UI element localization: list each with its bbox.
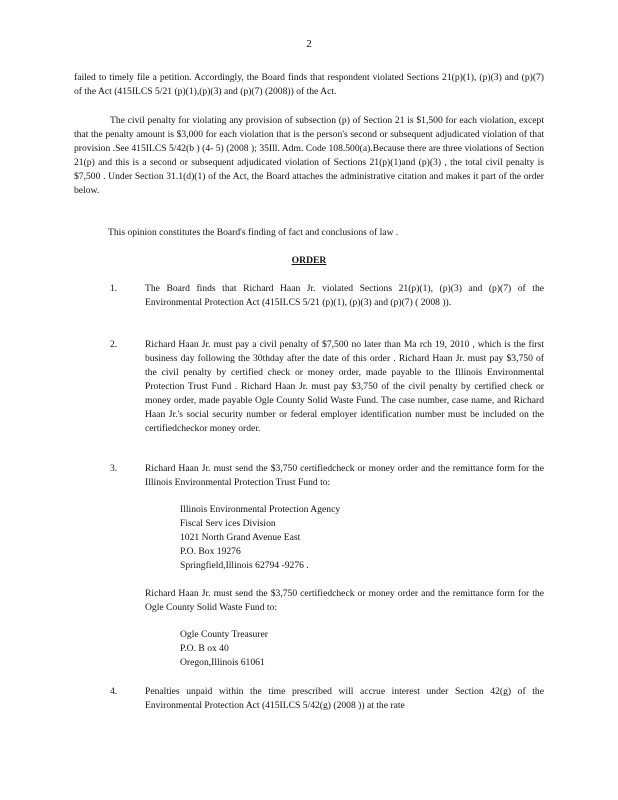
paragraph-civil-penalty: The civil penalty for violating any provision of subsection (p) of Section 21 is $1,500 for each violation, except that the penalty amount is $3,000 for each violation that is the person's second or subsequent adjudicated violation of that provision .See 415ILCS 5/42(b ) (4- 5) (2008 ); 35Ill. Adm. Code 108.500(a).Because there are three violations of Section 21(p) and this is a second or subsequent adjudicated violation of Sections 21(p)(1)and (p)(3) , the total civil penalty is $7,500 . Under Section 31.1(d)(1) of the Act, the Board attaches the administrative citation and makes it part of the order below. (74, 115, 544, 196)
order-item-text-4: Penalties unpaid within the time prescribed will accrue interest under Section 42(g) of the Environmental Protection Act (415ILCS 5/42(g) (2008 )) at the rate (145, 686, 544, 711)
address-line: P.O. Box 19276 (180, 546, 241, 557)
address-line: P.O. B ox 40 (180, 643, 229, 654)
order-item-number-2: 2. (110, 339, 118, 350)
address-line: Springfield,Illinois 62794 -9276 . (180, 560, 309, 571)
order-item-text-1: The Board finds that Richard Haan Jr. violated Sections 21(p)(1), (p)(3) and (p)(7) of the Environmental Protection Act (415ILCS 5/21 (p)(1), (p)(3) and (p)(7) ( 2008 )). (145, 283, 544, 308)
order-item-number-4: 4. (110, 686, 118, 697)
order-item-text-3b: Richard Haan Jr. must send the $3,750 certifiedcheck or money order and the remittance form for the Ogle County Solid Waste Fund to: (145, 588, 544, 613)
order-item-text-3: Richard Haan Jr. must send the $3,750 certifiedcheck or money order and the remittance form for the Illinois Environmental Protection Trust Fund to: (145, 463, 544, 488)
address-line: Oregon,Illinois 61061 (180, 657, 265, 668)
order-item-number-3: 3. (110, 463, 118, 474)
order-item-number-1: 1. (110, 283, 118, 294)
order-item-text-2: Richard Haan Jr. must pay a civil penalty of $7,500 no later than Ma rch 19, 2010 , which is the first business day following the 30thday after the date of this order . Richard Haan Jr. must pay $3,750 of the civil penalty by certified check or money order, made payable to the Illinois Environmental Protection Trust Fund . Richard Haan Jr. must pay $3,750 of the civil penalty by certified check or money order, made payable Ogle County Solid Waste Fund. The case number, case name, and Richard Haan Jr.'s social security number or federal employer identification number must be included on the certifiedcheckor money order. (145, 339, 544, 434)
address-line: Fiscal Serv ices Division (180, 518, 276, 529)
address-line: Illinois Environmental Protection Agency (180, 504, 341, 515)
page-number: 2 (306, 38, 312, 50)
address-block-iepa (180, 503, 340, 573)
paragraph-opinion: This opinion constitutes the Board's finding of fact and conclusions of law . (108, 227, 399, 238)
address-line: 1021 North Grand Avenue East (180, 532, 301, 543)
order-heading: ORDER (291, 255, 327, 266)
address-block-ogle-county (180, 628, 268, 670)
paragraph-findings: failed to timely file a petition. Accordingly, the Board finds that respondent violated Sections 21(p)(1), (p)(3) and (p)(7) of the Act (415ILCS 5/21 (p)(1),(p)(3) and (p)(7) (2008)) of the Act. (74, 72, 544, 97)
address-line: Ogle County Treasurer (180, 629, 268, 640)
